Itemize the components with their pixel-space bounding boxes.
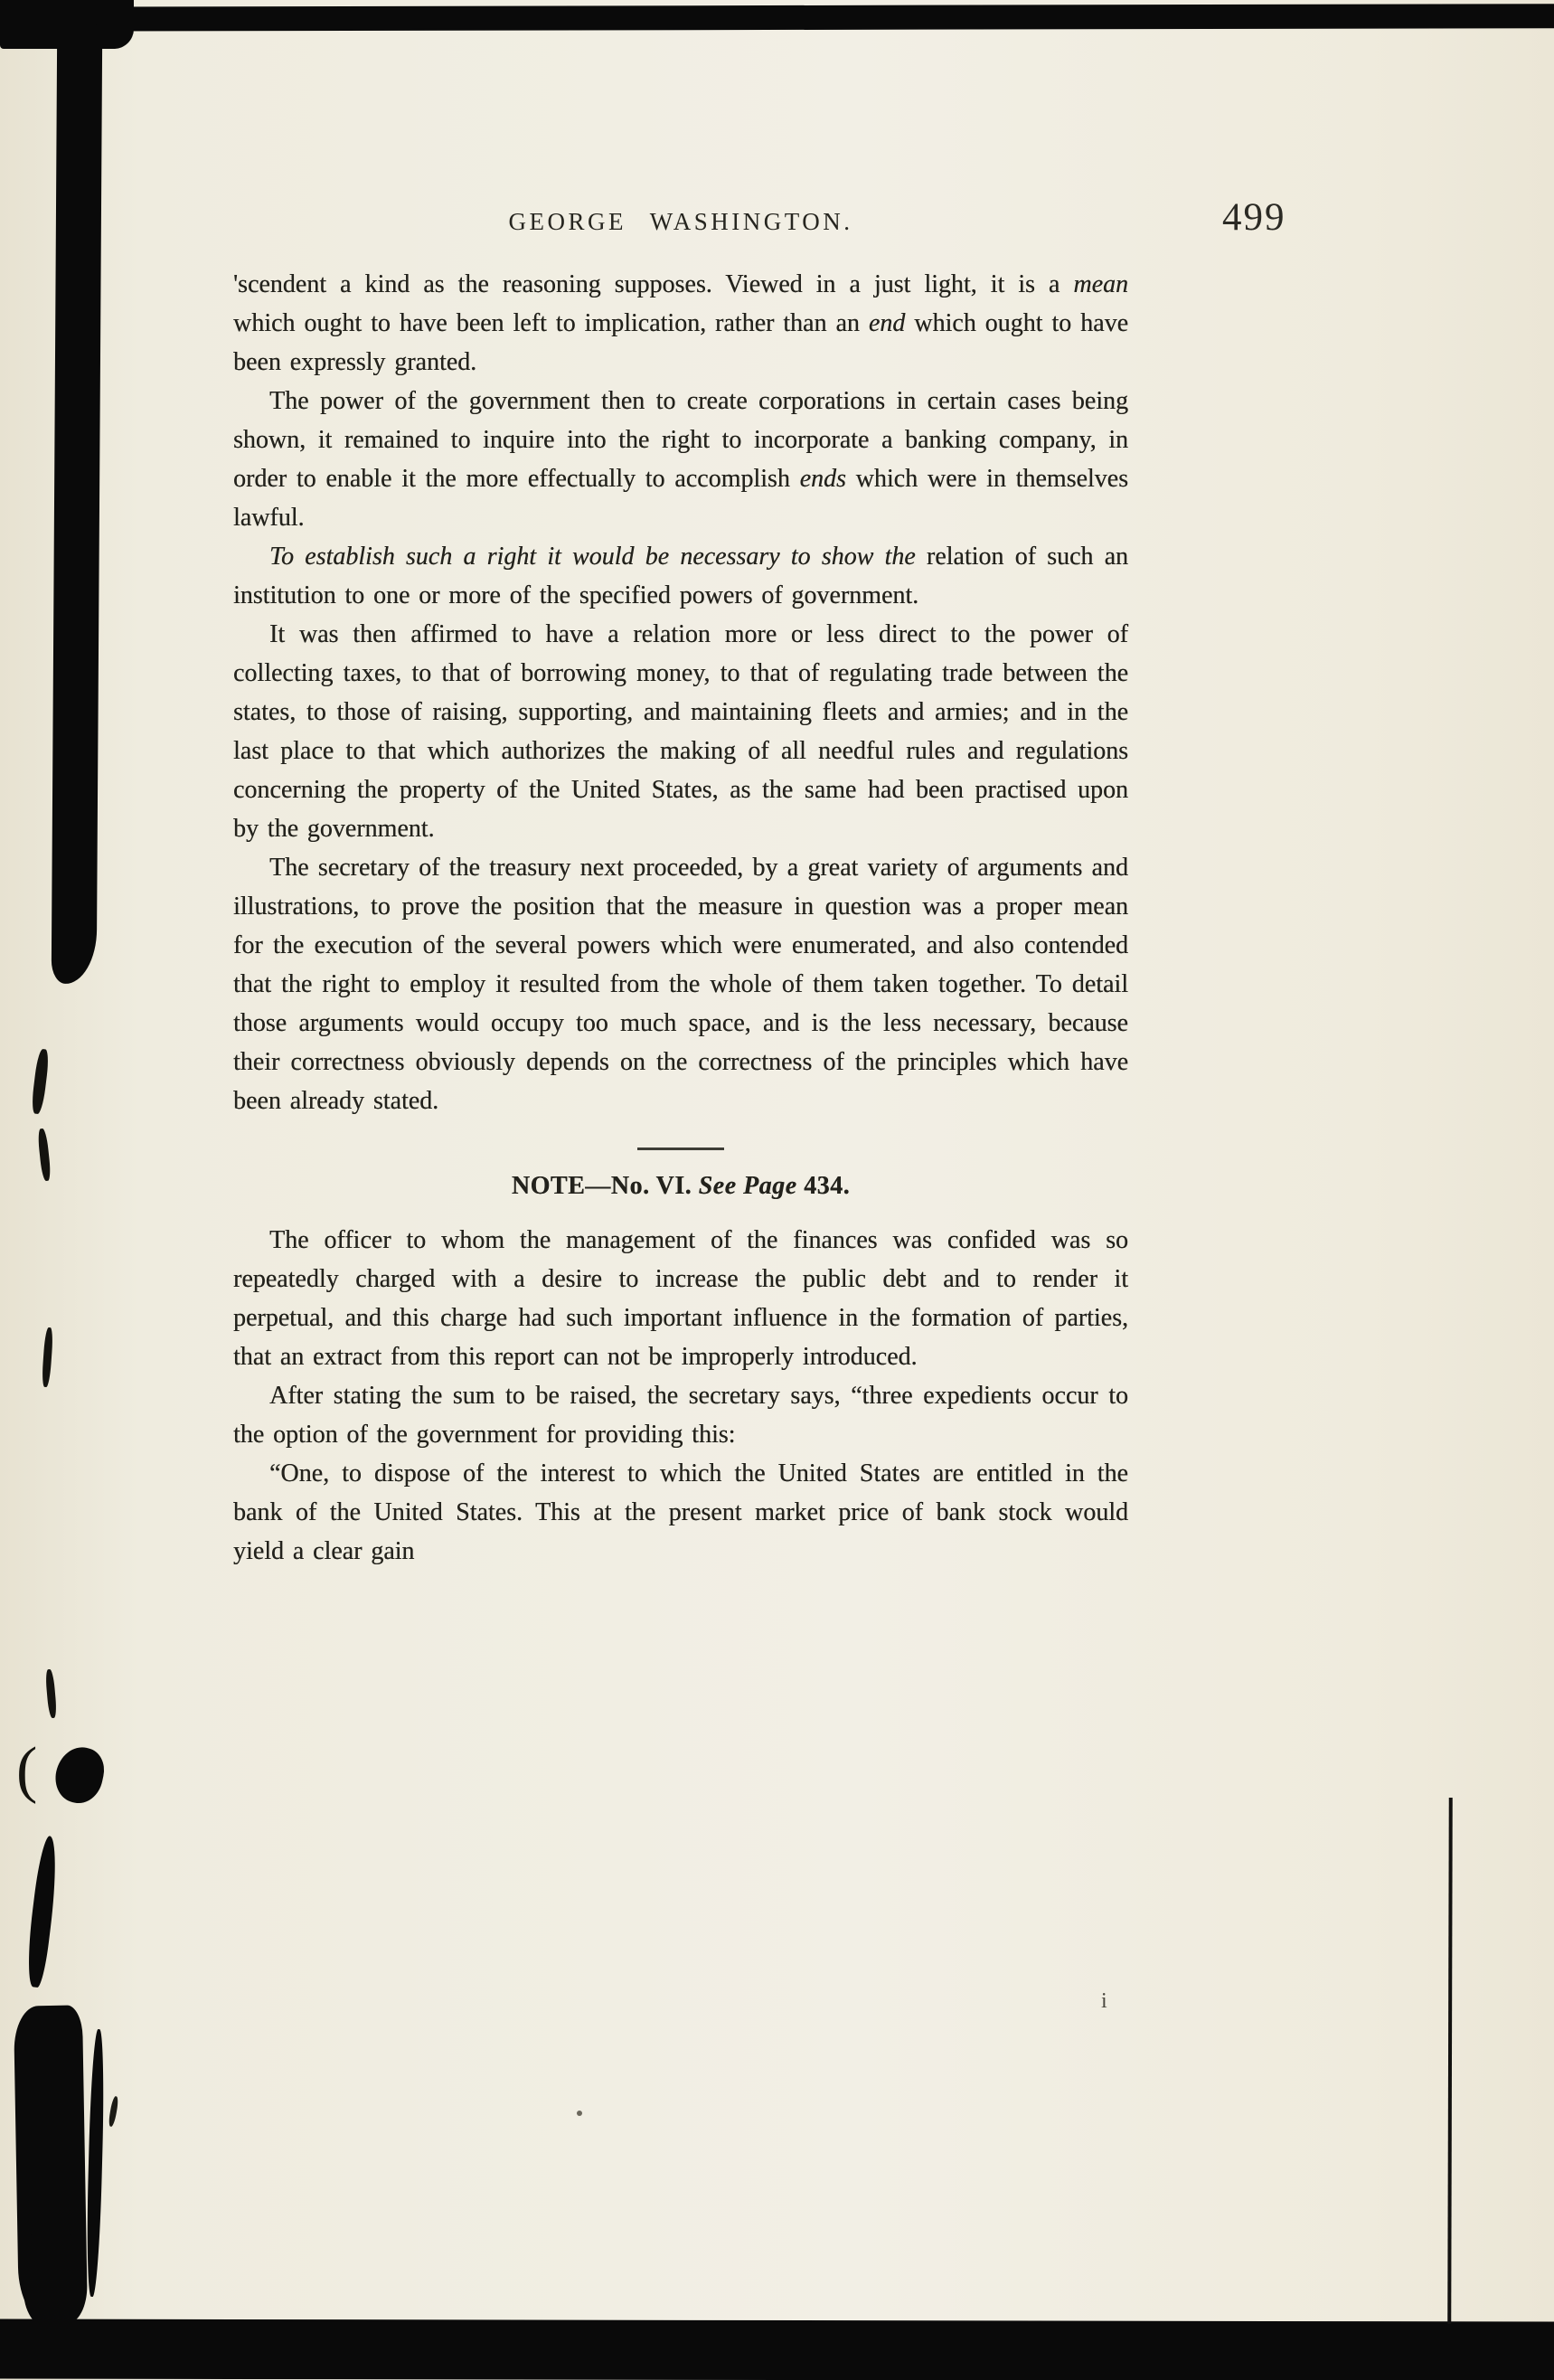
paragraph: After stating the sum to be raised, the secretary says, “three expedients occur to the option of the government for providing this: xyxy=(233,1382,1128,1449)
ink-speck xyxy=(577,2111,582,2116)
ink-squiggle xyxy=(31,1048,51,1114)
ink-blot xyxy=(51,1742,108,1807)
ink-squiggle xyxy=(45,1669,58,1719)
scan-artifact-binding-strip xyxy=(52,24,102,984)
main-text xyxy=(233,265,1128,1120)
note-page-ref: 434. xyxy=(804,1172,851,1200)
ink-squiggle xyxy=(42,1327,54,1387)
paragraph: It was then affirmed to have a relation more or less direct to the power of collecting taxes, to that of borrowing money, to that of regulating trade between the states, to those of raising, supporting, and maintaining fleets and armies; and in the last place to that which authorizes the making of all needful rules and regulations concerning the property of the United States, as the same had been practised upon by the government. xyxy=(233,620,1128,843)
scan-artifact-top-bar xyxy=(0,4,1554,32)
note-label: NOTE—No. VI. xyxy=(511,1172,692,1200)
scan-artifact-bottom-bar xyxy=(0,2319,1554,2380)
margin-parenthesis-mark: ( xyxy=(16,1735,38,1805)
page-number: 499 xyxy=(1222,196,1286,239)
paragraph: “One, to dispose of the interest to which the United States are entitled in the bank of the United States. This at the present market price of bank stock would yield a clear gain xyxy=(233,1459,1128,1565)
ink-squiggle xyxy=(37,1129,52,1182)
ink-streak xyxy=(24,1835,61,1988)
note-text xyxy=(233,1221,1128,1571)
ink-speck xyxy=(108,2096,119,2128)
paragraph: 'scendent a kind as the reasoning supposes. Viewed in a just light, it is a mean which ought to have been left to implication, rather than an end which ought to have been expressly granted. xyxy=(233,270,1128,376)
text-block xyxy=(233,265,1128,1571)
stray-mark: i xyxy=(1101,1989,1107,2013)
ink-streak xyxy=(85,2029,106,2297)
paragraph: To establish such a right it would be necessary to show the relation of such an institution to one or more of the specified powers of government. xyxy=(233,543,1129,609)
running-header: GEORGE WASHINGTON. xyxy=(508,208,853,235)
section-divider xyxy=(637,1148,724,1150)
scan-artifact-right-edge-line xyxy=(1447,1798,1453,2324)
paragraph: The secretary of the treasury next proceeded, by a great variety of arguments and illustrations, to prove the position that the measure in question was a proper mean for the execution of the several powers which were enumerated, and also contended that the right to employ it resulted from the whole of them taken together. To detail those arguments would occupy too much space, and is the less necessary, because their correctness obviously depends on the correctness of the principles which have been already stated. xyxy=(233,854,1128,1115)
paragraph: The power of the government then to create corporations in certain cases being shown, it remained to inquire into the right to incorporate a banking company, in order to enable it the more effectually to accomplish ends which were in themselves lawful. xyxy=(233,387,1128,532)
paragraph: The officer to whom the management of the finances was confided was so repeatedly charged with a desire to increase the public debt and to render it perpetual, and this charge had such important influence in the formation of parties, that an extract from this report can not be improperly introduced. xyxy=(233,1226,1128,1371)
note-heading xyxy=(233,1172,1128,1201)
note-see-page: See Page xyxy=(698,1172,797,1200)
